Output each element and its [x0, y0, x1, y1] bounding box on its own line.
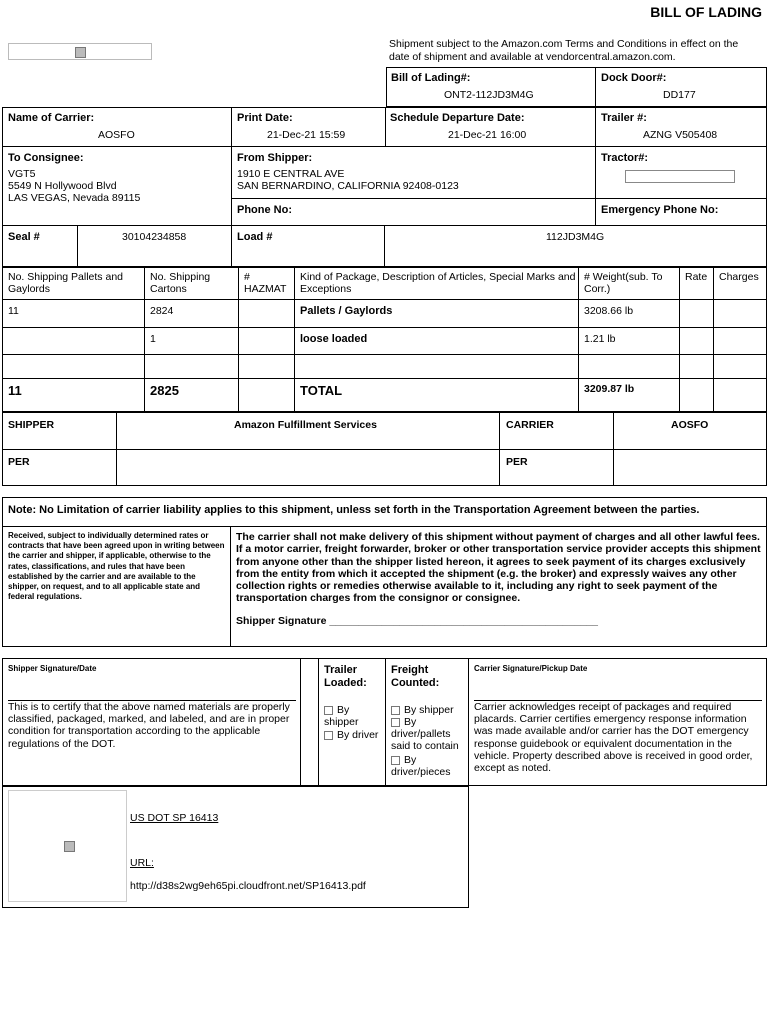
divider	[679, 267, 680, 412]
divider	[318, 658, 319, 786]
divider	[468, 658, 469, 786]
divider	[2, 526, 767, 527]
divider	[595, 107, 596, 225]
divider	[613, 412, 614, 486]
shipper-signature-date-label: Shipper Signature/Date	[8, 664, 97, 673]
liability-note: Note: No Limitation of carrier liability applies to this shipment, unless set forth in the Transportation Agreement between the parties.	[8, 504, 700, 516]
checkbox-icon[interactable]	[391, 756, 400, 765]
divider	[231, 107, 232, 267]
divider	[230, 526, 231, 647]
shipper-signature-line: Shipper Signature ______________________________________________	[236, 615, 598, 627]
checkbox-icon[interactable]	[324, 731, 333, 740]
seal-value: 30104234858	[122, 231, 187, 243]
url-label: URL:	[130, 857, 154, 869]
total-weight: 3209.87 lb	[584, 383, 635, 395]
carrier-party-value: AOSFO	[671, 419, 709, 431]
emergency-phone-label: Emergency Phone No:	[601, 204, 719, 216]
table-cell: 1.21 lb	[584, 333, 616, 345]
received-text: Received, subject to individually determined rates or contracts that have been agreed upon in writing between the carrier and shipper, if applicable, otherwise to the rates, classifications, and rules that have been established by the carrier and are available to the shipper, on request, and to all applicable state and federal regulations.	[8, 531, 225, 602]
divider	[578, 267, 579, 412]
dock-label: Dock Door#:	[601, 72, 667, 84]
checkbox-icon[interactable]	[391, 706, 400, 715]
total-label: TOTAL	[300, 383, 343, 398]
divider	[294, 267, 295, 412]
freight-by-shipper-option[interactable]: By shipper	[391, 704, 466, 716]
column-header: Kind of Package, Description of Articles, Special Marks and Exceptions	[300, 271, 576, 295]
certify-text: This is to certify that the above named materials are properly classified, packaged, marked, and labeled, and are in proper condition for transportation according to the applicable regulations of the DOT.	[8, 701, 290, 750]
carrier-party-label: CARRIER	[506, 419, 554, 431]
table-cell: 1	[150, 333, 156, 345]
shipper-party-value: Amazon Fulfillment Services	[234, 419, 377, 431]
logo-placeholder	[8, 43, 152, 60]
divider	[2, 378, 767, 379]
divider	[713, 267, 714, 412]
divider	[2, 299, 767, 300]
load-label: Load #	[237, 231, 273, 243]
tractor-label: Tractor#:	[601, 152, 649, 164]
total-cartons: 2825	[150, 383, 179, 398]
freight-by-driver-pallets-option[interactable]: By driver/pallets said to contain	[391, 716, 459, 752]
phone-label: Phone No:	[237, 204, 292, 216]
schedule-departure-value: 21-Dec-21 16:00	[448, 129, 527, 141]
column-header: Charges	[719, 271, 759, 283]
trailer-by-shipper-option[interactable]: By shipper	[324, 704, 359, 728]
trailer-by-driver-option[interactable]: By driver	[324, 729, 384, 741]
table-cell: loose loaded	[300, 333, 368, 345]
divider	[116, 412, 117, 486]
checkbox-icon[interactable]	[391, 718, 400, 727]
seal-label: Seal #	[8, 231, 40, 243]
bol-value: ONT2-112JD3M4G	[444, 89, 534, 101]
url-value[interactable]: http://d38s2wg9eh65pi.cloudfront.net/SP16413.pdf	[130, 880, 366, 892]
table-cell: Pallets / Gaylords	[300, 305, 393, 317]
shipper-line: SAN BERNARDINO, CALIFORNIA 92408-0123	[237, 180, 459, 192]
divider	[499, 412, 500, 486]
column-header: # Weight(sub. To Corr.)	[584, 271, 663, 295]
freight-counted-label: Freight Counted:	[391, 664, 440, 689]
table-cell: 3208.66 lb	[584, 305, 634, 317]
per-label: PER	[506, 456, 528, 468]
carrier-label: Name of Carrier:	[8, 112, 95, 124]
table-cell: 2824	[150, 305, 174, 317]
total-pallets: 11	[8, 383, 22, 398]
column-header: No. Shipping Pallets and Gaylords	[8, 271, 123, 295]
divider	[300, 658, 301, 786]
divider	[77, 225, 78, 267]
column-header: # HAZMAT	[244, 271, 287, 295]
column-header: No. Shipping Cartons	[150, 271, 211, 295]
table-cell: 11	[8, 305, 19, 317]
divider	[2, 354, 767, 355]
print-date-value: 21-Dec-21 15:59	[267, 129, 346, 141]
schedule-departure-label: Schedule Departure Date:	[390, 112, 525, 124]
consignee-label: To Consignee:	[8, 152, 84, 164]
consignee-line: LAS VEGAS, Nevada 89115	[8, 192, 141, 204]
terms-text: Shipment subject to the Amazon.com Terms and Conditions in effect on the date of shipment and available at vendorcentral.amazon.com.	[389, 38, 739, 63]
broken-image-icon	[64, 841, 75, 852]
divider	[385, 107, 386, 146]
divider	[385, 658, 386, 786]
carrier-ack-text: Carrier acknowledges receipt of packages and required placards. Carrier certifies emergency response information was made available and/or carrier has the DOT emergency response guidebook or equivalent documentation in the vehicle. Property described above is received in good order, except as noted.	[474, 701, 753, 775]
divider	[238, 267, 239, 412]
divider	[231, 198, 767, 199]
divider	[2, 146, 767, 147]
bol-label: Bill of Lading#:	[391, 72, 471, 84]
shipper-party-label: SHIPPER	[8, 419, 55, 431]
carrier-signature-date-label: Carrier Signature/Pickup Date	[474, 664, 588, 673]
carrier-value: AOSFO	[98, 129, 135, 141]
divider	[2, 327, 767, 328]
load-value: 112JD3M4G	[546, 231, 605, 243]
dock-value: DD177	[663, 89, 696, 101]
consignee-line: 5549 N Hollywood Blvd	[8, 180, 117, 192]
trailer-loaded-label: Trailer Loaded:	[324, 664, 367, 689]
column-header: Rate	[685, 271, 708, 283]
dot-link[interactable]: US DOT SP 16413	[130, 812, 219, 824]
shipper-label: From Shipper:	[237, 152, 313, 164]
carrier-delivery-text: The carrier shall not make delivery of this shipment without payment of charges and all other lawful fees. If a motor carrier, freight forwarder, broker or other transportation service provider accepts this shipment from anyone other than the shipper listed hereon, it agrees to seek payment of its charges exclusively from the entity from which it accepted the shipment (e.g. the broker) and expressly waives any other collection rights or remedies otherwise available to it, including any right to seek payment of the transportation charges from the consignor or consignee.	[236, 531, 761, 605]
divider	[384, 225, 385, 267]
divider	[595, 67, 596, 107]
page-title: BILL OF LADING	[650, 4, 762, 20]
shipper-line: 1910 E CENTRAL AVE	[237, 168, 345, 180]
divider	[144, 267, 145, 412]
dot-image-placeholder	[8, 790, 127, 902]
consignee-line: VGT5	[8, 168, 36, 180]
freight-by-driver-pieces-option[interactable]: By driver/pieces	[391, 754, 451, 778]
print-date-label: Print Date:	[237, 112, 293, 124]
per-label: PER	[8, 456, 30, 468]
broken-image-icon	[75, 47, 86, 58]
tractor-input[interactable]	[625, 170, 735, 183]
trailer-value: AZNG V505408	[643, 129, 718, 141]
trailer-label: Trailer #:	[601, 112, 647, 124]
checkbox-icon[interactable]	[324, 706, 333, 715]
